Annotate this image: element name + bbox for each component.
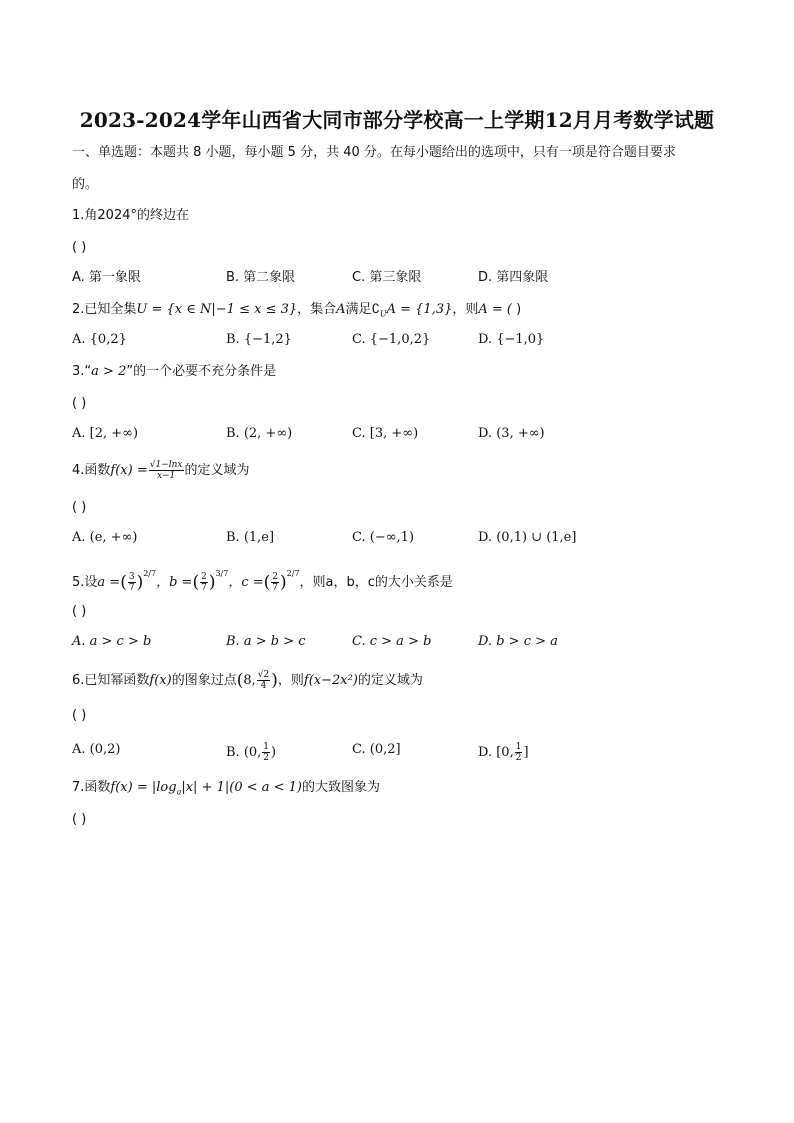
question-text: “ [84,364,92,379]
complement-sub: U [379,309,387,319]
option-b: B. a > b > c [226,634,306,649]
question-5 [72,566,453,593]
q4-options [72,530,732,546]
math-complement: A = {1,3} [386,302,453,317]
fraction-numerator: 1 [263,742,270,752]
answer-paren: ( ) [72,500,87,515]
fraction-denominator: 7 [272,583,279,593]
question-text: 的图象过点 [171,673,237,688]
question-2 [72,302,521,323]
answer-paren: ( ) [72,812,87,827]
fraction-numerator: √1−lnx [149,460,183,470]
fraction-numerator: 2 [201,572,207,582]
option-d: D. (0,1) ∪ (1,e] [478,530,577,545]
section-heading-line1: 一、单选题：本题共 8 小题，每小题 5 分，共 40 分。在每小题给出的选项中，只有一项是符合题目要求 [72,145,676,160]
question-text: ) [512,302,522,317]
fraction [128,572,136,593]
option-b: B. (1,e] [226,530,275,545]
paren-close: ) [280,572,287,593]
math-a: a = [97,575,121,590]
question-text: 角2024°的终边在 [84,208,189,223]
option-a: A. 第一象限 [72,270,141,285]
option-c: C. (−∞,1) [352,530,415,545]
option-d: D. b > c > a [478,634,558,649]
fraction-numerator: 2 [272,572,279,582]
math-function: f(x) = [110,463,148,478]
question-1 [72,208,189,224]
fraction-numerator: 3 [128,572,135,582]
option-c: C. 第三象限 [352,270,422,285]
option-b-close: ) [271,745,277,760]
question-text: 已知幂函数 [84,673,150,688]
option-d-close: ] [523,745,529,760]
exponent: 2/7 [143,569,157,578]
option-a: A. [2, +∞) [72,426,139,441]
fraction-numerator: 1 [515,742,522,752]
question-3 [72,364,276,380]
section-heading-line2: 的。 [72,177,99,192]
math-universal-set: U = {x ∈ N|−1 ≤ x ≤ 3} [136,302,298,317]
option-c: C. {−1,0,2} [352,332,431,347]
question-text: 的定义域为 [357,673,423,688]
question-text: ，集合 [297,302,337,317]
answer-paren: ( ) [72,396,87,411]
option-d: D. (3, +∞) [478,426,545,441]
fraction [262,742,270,763]
paren-open: ( [236,670,244,691]
option-d: D. 第四象限 [478,270,549,285]
question-number: 5. [72,575,85,590]
math-b: ，b = [156,575,193,590]
question-number: 7. [72,780,85,795]
exponent: 3/7 [215,569,229,578]
fraction-denominator: x−1 [156,471,176,481]
option-d [478,742,529,763]
option-a: A. {0,2} [72,332,127,347]
q6-options [72,742,732,763]
answer-paren: ( ) [72,604,87,619]
paren-close: ) [271,670,278,691]
question-text: 的大致图象为 [302,780,381,795]
fraction-denominator: 7 [201,583,207,593]
option-b: B. {−1,2} [226,332,292,347]
math-function-rest: |x| + 1|(0 < a < 1) [181,780,302,795]
math-function: f(x) [149,673,172,688]
option-b: B. 第二象限 [226,270,296,285]
point-x: 8, [243,673,256,688]
option-c: C. (0,2] [352,742,401,757]
complement-symbol: ∁ [371,302,380,317]
fraction-numerator: √2 [257,670,270,680]
q3-options [72,426,732,442]
question-number: 6. [72,673,85,688]
question-4 [72,460,250,481]
fraction [271,572,279,593]
fraction [200,572,208,593]
math-composite: f(x−2x²) [303,673,358,688]
question-text: 函数 [84,780,111,795]
question-text: ，则a，b，c的大小关系是 [299,575,453,590]
question-number: 1. [72,208,85,223]
fraction-denominator: 4 [260,681,267,691]
question-7 [72,780,380,801]
question-text: ，则 [452,302,479,317]
math-function: f(x) = |log [110,780,177,795]
question-text: 的定义域为 [184,463,250,478]
fraction-denominator: 7 [128,583,135,593]
option-c: C. c > a > b [352,634,432,649]
question-6 [72,670,423,691]
math-set-a: A [336,302,346,317]
math-c: ，c = [228,575,264,590]
option-a: A. (e, +∞) [72,530,138,545]
option-c: C. [3, +∞) [352,426,419,441]
q5-options [72,634,732,650]
question-text: 设 [84,575,98,590]
paren-open: ( [192,572,200,593]
exponent: 2/7 [286,569,300,578]
math-answer: A = ( [478,302,512,317]
question-text: ”的一个必要不充分条件是 [126,364,277,379]
paren-open: ( [120,572,127,593]
question-number: 2. [72,302,85,317]
question-text: 函数 [84,463,111,478]
question-text: 满足 [345,302,372,317]
option-b: B. (2, +∞) [226,426,293,441]
answer-paren: ( ) [72,708,87,723]
answer-paren: ( ) [72,240,87,255]
option-b [226,742,276,763]
option-a: A. (0,2) [72,742,121,757]
q1-options [72,270,732,286]
fraction [149,460,184,481]
math-condition: a > 2 [91,364,127,379]
fraction [257,670,270,691]
q2-options [72,332,732,348]
paren-open: ( [263,572,271,593]
question-number: 3. [72,364,85,379]
fraction [515,742,523,763]
option-b-text: B. (0, [226,745,262,760]
paren-close: ) [208,572,216,593]
fraction-denominator: 2 [515,753,522,763]
question-number: 4. [72,463,85,478]
log-base: a [176,787,182,797]
option-d: D. {−1,0} [478,332,545,347]
option-a: A. a > c > b [72,634,152,649]
question-text: 已知全集 [84,302,137,317]
fraction-denominator: 2 [263,753,270,763]
question-text: ，则 [277,673,304,688]
page-title: 2023-2024学年山西省大同市部分学校高一上学期12月月考数学试题 [79,108,715,132]
paren-close: ) [136,572,144,593]
option-d-text: D. [0, [478,745,514,760]
